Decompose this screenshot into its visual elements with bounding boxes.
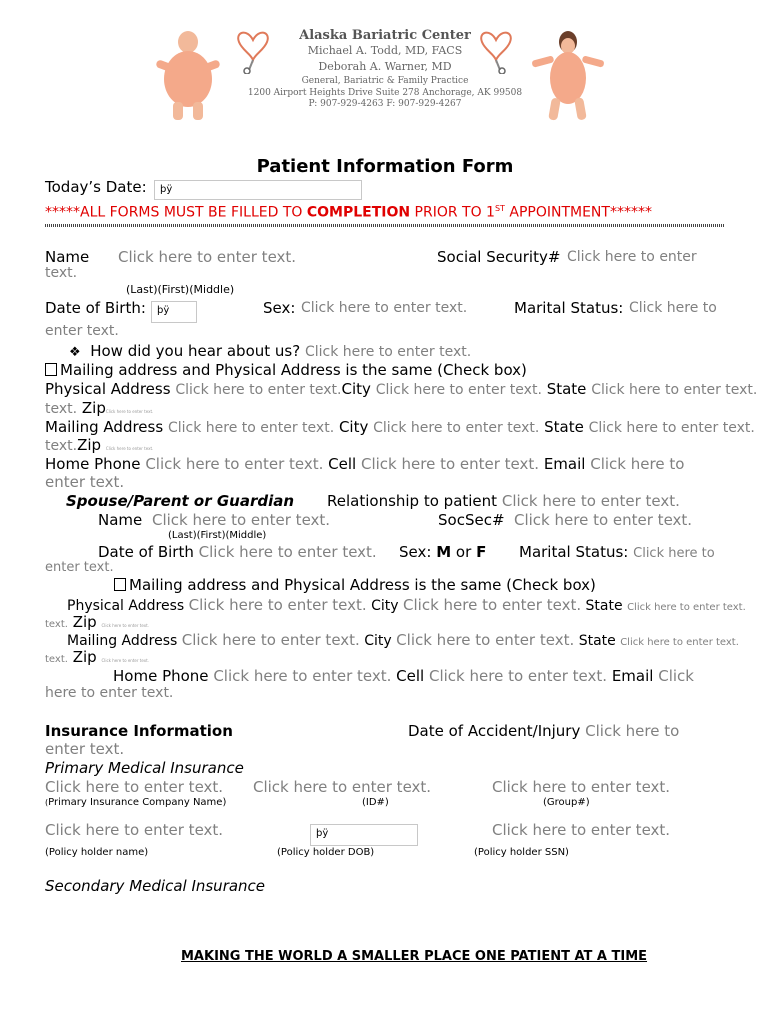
home-phone-field[interactable]: Click here to enter text. — [145, 455, 324, 473]
policy-holder-ssn-field[interactable]: Click here to enter text. — [492, 821, 671, 839]
clinic-phone: P: 907-929-4263 F: 907-929-4267 — [308, 99, 462, 109]
email-field[interactable]: Click here to — [590, 455, 685, 473]
ssn-field[interactable]: Click here to enter — [567, 249, 697, 265]
accident-row: Date of Accident/Injury Click here to — [408, 722, 680, 740]
zip-field[interactable]: Click here to enter text. — [105, 409, 154, 414]
spouse-marital-field-wrap[interactable]: enter text. — [45, 560, 114, 575]
physical-address-field[interactable]: Click here to enter text. — [175, 382, 342, 398]
relationship-field[interactable]: Click here to enter text. — [501, 492, 680, 510]
cell-field[interactable]: Click here to enter text. — [360, 455, 540, 473]
hear-about-field[interactable]: Click here to enter text. — [304, 344, 472, 360]
sex-label: Sex: — [263, 299, 296, 317]
doctor-name: Deborah A. Warner, MD — [318, 60, 452, 73]
socsec-label: SocSec# — [438, 511, 505, 529]
ssn-label: Social Security# — [437, 248, 561, 266]
socsec-field[interactable]: Click here to enter text. — [514, 511, 693, 529]
todays-date-label: Today’s Date: — [45, 178, 147, 196]
dob-label: Date of Birth: — [45, 299, 146, 317]
sex-f-option[interactable]: F — [476, 543, 487, 561]
zip-row: text. ZipClick here to enter text. — [45, 399, 154, 417]
mailing-address-field[interactable]: Click here to enter text. — [167, 420, 335, 436]
spouse-physical-row: Physical Address Click here to enter text. City Click here to enter text. State Click here to enter text. — [67, 596, 746, 614]
primary-company-field[interactable]: Click here to enter text. — [45, 778, 224, 796]
checkbox-icon[interactable] — [114, 578, 126, 591]
ssn-field-wrap[interactable]: text. — [45, 265, 78, 281]
spouse-mailing-city-field[interactable]: Click here to enter text. — [396, 631, 575, 649]
spouse-home-phone-field[interactable]: Click here to enter text. — [213, 667, 392, 685]
email-field-wrap[interactable]: enter text. — [45, 473, 125, 491]
mailing-zip-field[interactable]: Click here to enter text. — [105, 446, 154, 451]
dotted-divider — [45, 224, 725, 227]
spouse-zip-row: text. Zip Click here to enter text. — [45, 613, 149, 631]
sex-field[interactable]: Click here to enter text. — [301, 300, 468, 316]
relationship-row: Relationship to patient Click here to enter text. — [327, 492, 680, 510]
company-hint: (Primary Insurance Company Name) — [45, 797, 227, 808]
spouse-state-field-wrap[interactable]: text. — [45, 619, 68, 630]
spouse-marital-row: Marital Status: Click here to — [519, 543, 715, 561]
policy-holder-name-field[interactable]: Click here to enter text. — [45, 821, 224, 839]
accident-date-field-wrap[interactable]: enter text. — [45, 740, 125, 758]
marital-field-wrap[interactable]: enter text. — [45, 323, 119, 339]
spouse-mailing-zip-row: text. Zip Click here to enter text. — [45, 648, 149, 666]
spouse-city-field[interactable]: Click here to enter text. — [403, 596, 582, 614]
phone-row: Home Phone Click here to enter text. Cell Click here to enter text. Email Click here to — [45, 455, 685, 473]
footer-slogan: MAKING THE WORLD A SMALLER PLACE ONE PATIENT AT A TIME — [181, 949, 648, 964]
mailing-city-field[interactable]: Click here to enter text. — [373, 420, 540, 436]
spouse-heading: Spouse/Parent or Guardian — [66, 492, 295, 510]
spouse-phone-row: Home Phone Click here to enter text. Cell Click here to enter text. Email Click — [113, 667, 694, 685]
spouse-physical-field[interactable]: Click here to enter text. — [188, 596, 367, 614]
insurance-heading: Insurance Information — [45, 722, 233, 740]
same-address-checkbox[interactable]: Mailing address and Physical Address is the same (Check box) — [45, 361, 527, 379]
primary-insurance-heading: Primary Medical Insurance — [45, 759, 244, 777]
spouse-sex-row: Sex: M or F — [399, 543, 487, 561]
holder-ssn-hint: (Policy holder SSN) — [474, 847, 569, 858]
spouse-dob-field[interactable]: Click here to enter text. — [198, 543, 377, 561]
spouse-email-field-wrap[interactable]: here to enter text. — [45, 685, 174, 701]
spouse-name-label: Name — [98, 511, 143, 529]
spouse-mailing-zip-field[interactable]: Click here to enter text. — [101, 658, 149, 663]
checkbox-icon[interactable] — [45, 363, 57, 376]
mailing-address-row: Mailing Address Click here to enter text. City Click here to enter text. State Click here to enter text. — [45, 418, 755, 436]
spouse-email-field[interactable]: Click — [658, 667, 694, 685]
spouse-name-field[interactable]: Click here to enter text. — [152, 511, 331, 529]
spouse-mailing-state-field[interactable]: Click here to enter text. — [620, 637, 739, 648]
id-hint: (ID#) — [362, 797, 389, 808]
dob-field[interactable]: þÿ — [151, 301, 197, 323]
hear-about-us: ❖ How did you hear about us? Click here to enter text. — [69, 342, 472, 360]
sex-m-option[interactable]: M — [436, 543, 452, 561]
marital-field[interactable]: Click here to — [629, 300, 717, 316]
state-field[interactable]: Click here to enter text. — [591, 382, 758, 398]
spouse-mailing-field[interactable]: Click here to enter text. — [181, 631, 360, 649]
mailing-zip-row: text.Zip Click here to enter text. — [45, 436, 154, 454]
spouse-state-field[interactable]: Click here to enter text. — [627, 602, 746, 613]
clinic-name: Alaska Bariatric Center — [299, 28, 471, 43]
secondary-insurance-heading: Secondary Medical Insurance — [45, 877, 266, 895]
holder-name-hint: (Policy holder name) — [45, 847, 149, 858]
marital-label: Marital Status: — [514, 299, 624, 317]
mailing-state-field-wrap[interactable]: text. — [45, 438, 78, 454]
primary-group-field[interactable]: Click here to enter text. — [492, 778, 671, 796]
spouse-dob-row: Date of Birth Click here to enter text. — [98, 543, 377, 561]
doctor-name: Michael A. Todd, MD, FACS — [307, 44, 463, 57]
figure-after-icon — [528, 24, 608, 124]
physical-address-row: Physical Address Click here to enter text.City Click here to enter text. State Click here to enter text. — [45, 380, 758, 398]
name-field[interactable]: Click here to enter text. — [118, 248, 297, 266]
city-field[interactable]: Click here to enter text. — [375, 382, 542, 398]
primary-id-field[interactable]: Click here to enter text. — [253, 778, 432, 796]
completion-notice: *****ALL FORMS MUST BE FILLED TO COMPLETION PRIOR TO 1ST APPOINTMENT****** — [45, 204, 652, 221]
mailing-state-field[interactable]: Click here to enter text. — [588, 420, 755, 436]
spouse-cell-field[interactable]: Click here to enter text. — [428, 667, 608, 685]
practice-type: General, Bariatric & Family Practice — [301, 76, 469, 86]
spouse-mailing-state-field-wrap[interactable]: text. — [45, 654, 68, 665]
spouse-marital-field[interactable]: Click here to — [633, 546, 715, 561]
page-title: Patient Information Form — [256, 156, 514, 177]
diamond-bullet-icon: ❖ — [69, 345, 81, 360]
figure-before-icon — [148, 24, 228, 124]
spouse-mailing-row: Mailing Address Click here to enter text. City Click here to enter text. State Click here to enter text. — [67, 631, 739, 649]
todays-date-field[interactable]: þÿ — [154, 180, 362, 200]
group-hint: (Group#) — [543, 797, 590, 808]
clinic-address: 1200 Airport Heights Drive Suite 278 Anchorage, AK 99508 — [247, 88, 523, 98]
spouse-same-address-checkbox[interactable]: Mailing address and Physical Address is the same (Check box) — [114, 576, 596, 594]
state-field-wrap[interactable]: text. — [45, 401, 78, 417]
spouse-name-hint: (Last)(First)(Middle) — [168, 530, 267, 541]
accident-date-field[interactable]: Click here to — [585, 722, 680, 740]
name-hint: (Last)(First)(Middle) — [126, 283, 235, 296]
holder-dob-hint: (Policy holder DOB) — [277, 847, 375, 858]
name-label: Name — [45, 248, 90, 266]
policy-holder-dob-field[interactable]: þÿ — [310, 824, 418, 846]
spouse-zip-field[interactable]: Click here to enter text. — [101, 623, 149, 628]
